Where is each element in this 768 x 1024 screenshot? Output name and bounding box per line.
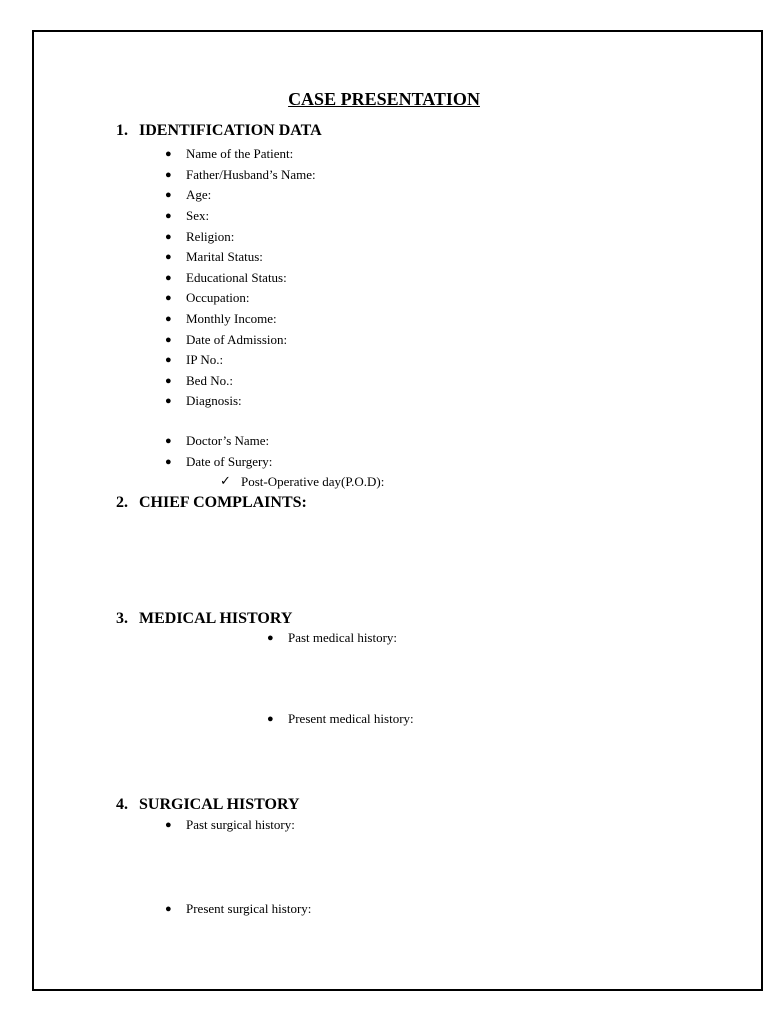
section-number: 1. xyxy=(116,122,128,139)
bullet-icon: ● xyxy=(165,292,172,304)
section-title: MEDICAL HISTORY xyxy=(139,610,293,627)
list-item-date-of-admission xyxy=(165,332,288,348)
bullet-icon: ● xyxy=(165,903,172,915)
bullet-icon: ● xyxy=(165,169,172,181)
list-item-label: Marital Status: xyxy=(186,249,263,264)
section-title: IDENTIFICATION DATA xyxy=(139,122,322,139)
list-item-label: Bed No.: xyxy=(186,373,233,388)
bullet-icon: ● xyxy=(165,395,172,407)
list-item-label: Doctor’s Name: xyxy=(186,433,270,448)
bullet-icon: ● xyxy=(165,148,172,160)
bullet-icon: ● xyxy=(165,435,172,447)
list-item-past-surgical-history xyxy=(165,817,295,833)
list-item-label: Father/Husband’s Name: xyxy=(186,167,316,182)
list-item-occupation xyxy=(165,290,250,306)
list-item-label: Name of the Patient: xyxy=(186,146,294,161)
list-item-patient-name xyxy=(165,146,294,162)
list-item-present-medical-history xyxy=(267,711,414,727)
section-heading-identification xyxy=(116,121,322,141)
section-number: 4. xyxy=(116,796,128,813)
sub-item-post-operative-day xyxy=(220,473,385,490)
bullet-icon: ● xyxy=(165,313,172,325)
list-item-doctors-name xyxy=(165,433,270,449)
list-item-label: IP No.: xyxy=(186,352,224,367)
bullet-icon: ● xyxy=(165,272,172,284)
list-item-label: Present surgical history: xyxy=(186,901,312,916)
list-item-father-husband-name xyxy=(165,167,316,183)
section-title: CHIEF COMPLAINTS: xyxy=(139,494,307,511)
section-heading-chief-complaints xyxy=(116,493,307,513)
section-heading-medical-history xyxy=(116,609,292,629)
list-item-monthly-income xyxy=(165,311,277,327)
bullet-icon: ● xyxy=(165,210,172,222)
list-item-diagnosis xyxy=(165,393,242,409)
list-item-label: Occupation: xyxy=(186,290,250,305)
list-item-age xyxy=(165,187,212,203)
section-number: 2. xyxy=(116,494,128,511)
bullet-icon: ● xyxy=(267,632,274,644)
list-item-past-medical-history xyxy=(267,630,398,646)
list-item-label: Sex: xyxy=(186,208,210,223)
section-title: SURGICAL HISTORY xyxy=(139,796,300,813)
list-item-label: Monthly Income: xyxy=(186,311,277,326)
list-item-ip-no xyxy=(165,352,224,368)
list-item-label: Date of Admission: xyxy=(186,332,288,347)
section-heading-surgical-history xyxy=(116,795,300,815)
bullet-icon: ● xyxy=(165,231,172,243)
list-item-date-of-surgery xyxy=(165,454,273,470)
list-item-label: Date of Surgery: xyxy=(186,454,273,469)
bullet-icon: ● xyxy=(165,354,172,366)
list-item-label: Religion: xyxy=(186,229,235,244)
list-item-bed-no xyxy=(165,373,233,389)
sub-item-label: Post-Operative day(P.O.D): xyxy=(241,474,385,489)
section-number: 3. xyxy=(116,610,128,627)
page-title: CASE PRESENTATION xyxy=(288,89,480,109)
bullet-icon: ● xyxy=(165,334,172,346)
bullet-icon: ● xyxy=(267,713,274,725)
list-item-label: Educational Status: xyxy=(186,270,287,285)
bullet-icon: ● xyxy=(165,819,172,831)
list-item-educational-status xyxy=(165,270,287,286)
bullet-icon: ● xyxy=(165,456,172,468)
bullet-icon: ● xyxy=(165,251,172,263)
list-item-label: Age: xyxy=(186,187,212,202)
list-item-present-surgical-history xyxy=(165,901,312,917)
list-item-label: Diagnosis: xyxy=(186,393,242,408)
list-item-label: Present medical history: xyxy=(288,711,414,726)
checkmark-icon: ✓ xyxy=(220,473,231,488)
list-item-label: Past medical history: xyxy=(288,630,398,645)
bullet-icon: ● xyxy=(165,375,172,387)
bullet-icon: ● xyxy=(165,189,172,201)
list-item-label: Past surgical history: xyxy=(186,817,295,832)
list-item-marital-status xyxy=(165,249,263,265)
list-item-religion xyxy=(165,229,235,245)
list-item-sex xyxy=(165,208,210,224)
